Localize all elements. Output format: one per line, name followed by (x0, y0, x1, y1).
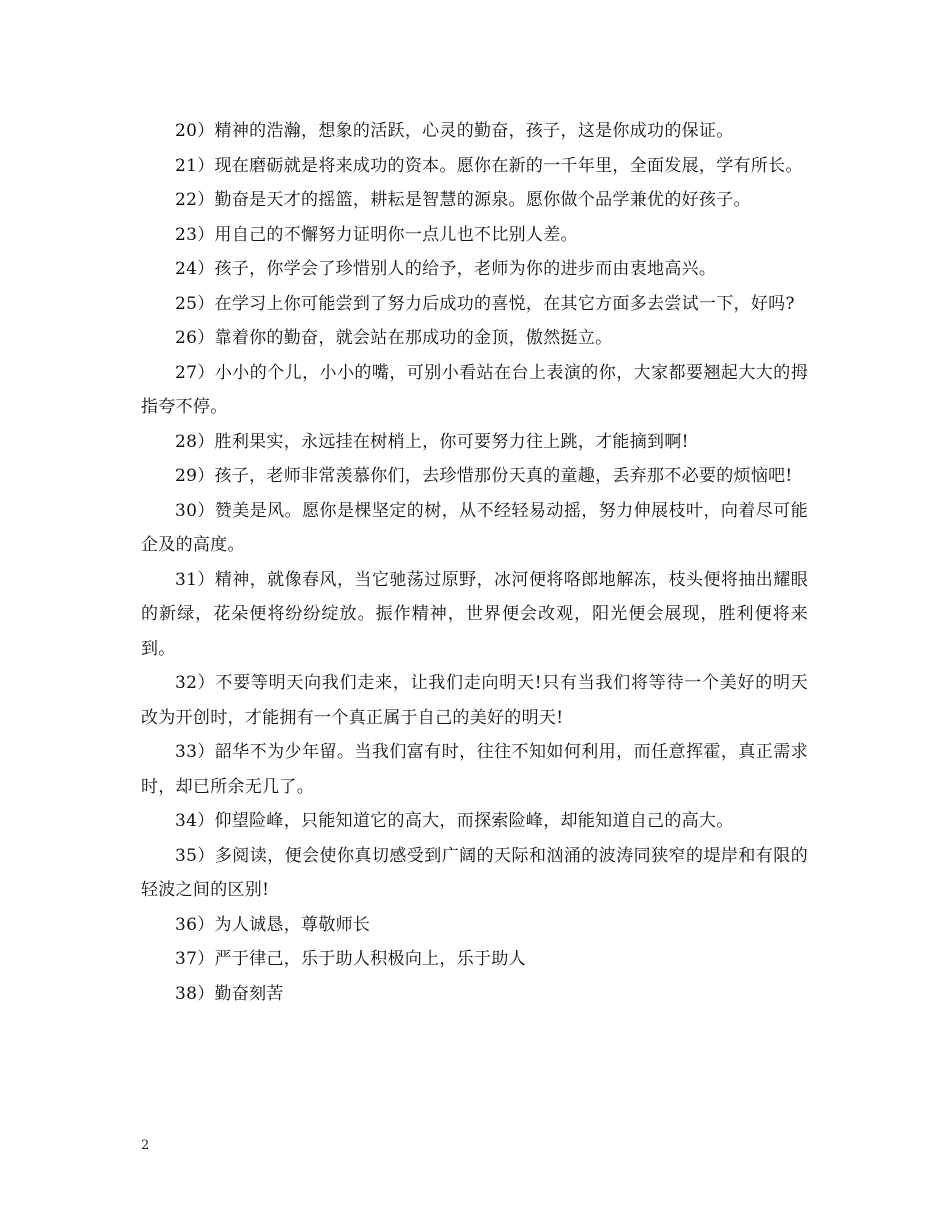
paragraph: 36）为人诚恳，尊敬师长 (175, 914, 371, 935)
paragraph: 35）多阅读，便会使你真切感受到广阔的天际和汹涌的波涛同狭窄的堤岸和有限的轻波之间的区别! (141, 845, 808, 900)
paragraph: 21）现在磨砺就是将来成功的资本。愿你在新的一千年里，全面发展，学有所长。 (175, 155, 803, 176)
document-body (141, 114, 808, 1011)
paragraph: 28）胜利果实，永远挂在树梢上，你可要努力往上跳，才能摘到啊! (175, 431, 689, 452)
paragraph: 29）孩子，老师非常羡慕你们，去珍惜那份天真的童趣，丢弃那不必要的烦恼吧! (175, 466, 793, 486)
paragraph: 31）精神，就像春风，当它驰荡过原野，冰河便将咯郎地解冻，枝头便将抽出耀眼的新绿，花朵便将纷纷绽放。振作精神，世界便会改观，阳光便会展现，胜利便将来到。 (141, 569, 808, 659)
paragraph: 27）小小的个儿，小小的嘴，可别小看站在台上表演的你，大家都要翘起大大的拇指夸不停。 (141, 362, 808, 417)
paragraph: 33）韶华不为少年留。当我们富有时，往往不知如何利用，而任意挥霍，真正需求时，却已所余无几了。 (141, 742, 808, 797)
paragraph: 23）用自己的不懈努力证明你一点儿也不比别人差。 (175, 224, 578, 245)
paragraph: 34）仰望险峰，只能知道它的高大，而探索险峰，却能知道自己的高大。 (175, 811, 734, 831)
paragraph: 22）勤奋是天才的摇篮，耕耘是智慧的源泉。愿你做个品学兼优的好孩子。 (175, 190, 751, 210)
paragraph: 38）勤奋刻苦 (175, 983, 284, 1004)
paragraph: 32）不要等明天向我们走来，让我们走向明天!只有当我们将等待一个美好的明天改为开创时，才能拥有一个真正属于自己的美好的明天! (141, 673, 808, 728)
paragraph: 25）在学习上你可能尝到了努力后成功的喜悦，在其它方面多去尝试一下，好吗? (175, 293, 795, 314)
paragraph: 26）靠着你的勤奋，就会站在那成功的金顶，傲然挺立。 (175, 328, 613, 348)
paragraph: 24）孩子，你学会了珍惜别人的给予，老师为你的进步而由衷地高兴。 (175, 259, 717, 279)
paragraph: 37）严于律己，乐于助人积极向上，乐于助人 (175, 949, 526, 969)
paragraph: 20）精神的浩瀚，想象的活跃，心灵的勤奋，孩子，这是你成功的保证。 (175, 121, 734, 141)
paragraph: 30）赞美是风。愿你是棵坚定的树，从不经轻易动摇，努力伸展枝叶，向着尽可能企及的高度。 (141, 500, 808, 555)
page-number: 2 (141, 1138, 150, 1153)
